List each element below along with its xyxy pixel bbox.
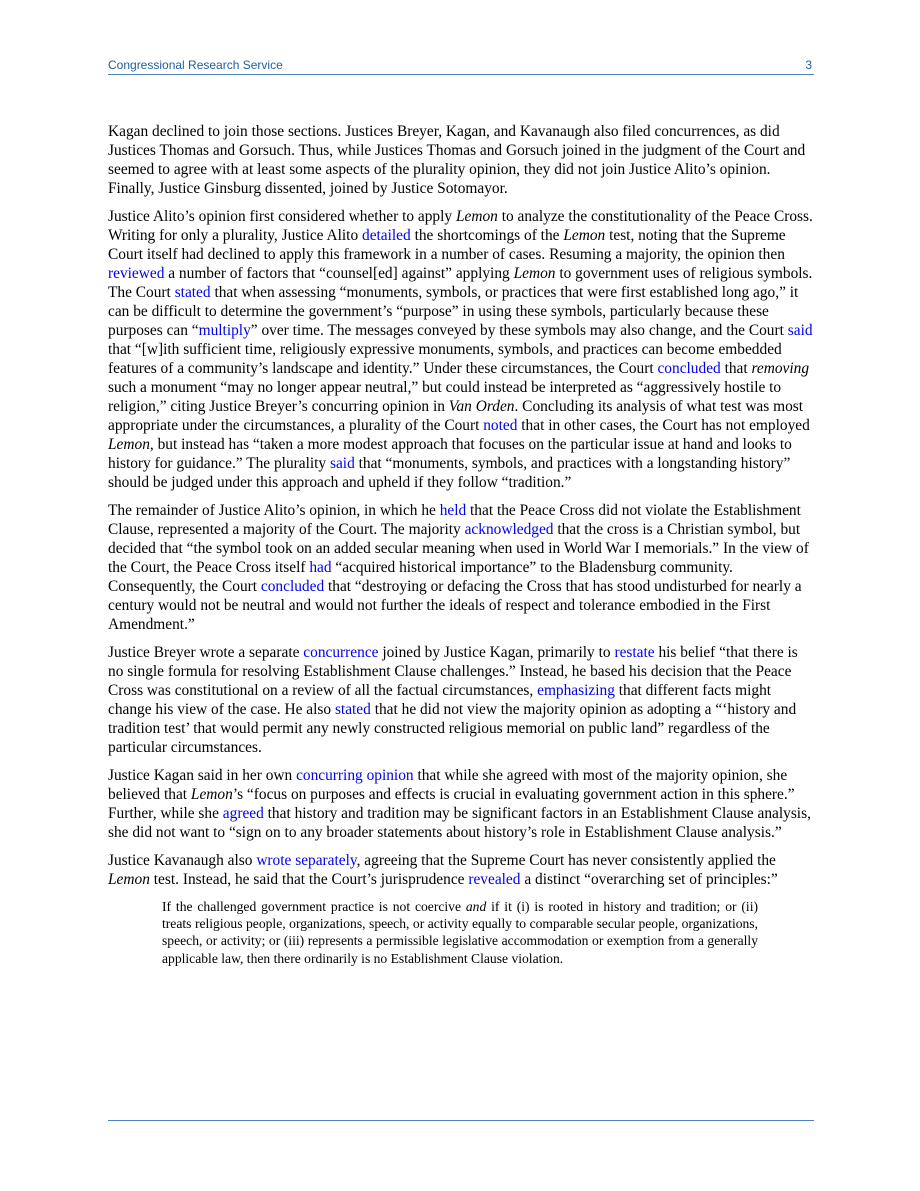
text: that “destroying or defacing the Cross that has stood undisturbed for nearly a century would not be neutral and would not further the ideals of respect and tolerance embodied in the First Amendment.” — [108, 578, 802, 633]
text: to analyze the constitutionality of the Peace Cross. Writing for only a plurality, Justice Alito — [108, 208, 813, 244]
link-restate[interactable]: restate — [614, 644, 655, 661]
text: that different facts might change his view of the case. He also — [108, 682, 772, 718]
text: his belief “that there is no single formula for resolving Establishment Clause challenges.” Instead, he based his decision that the Peace Cross was constitutional on a review of all the factual circumstances, — [108, 644, 798, 699]
link-detailed[interactable]: detailed — [362, 227, 411, 244]
text: a distinct “overarching set of principles:” — [520, 871, 778, 888]
header-page-number: 3 — [805, 58, 812, 72]
text: to government uses of religious symbols. The Court — [108, 265, 813, 301]
case-name: Lemon — [108, 871, 150, 888]
case-name: Lemon — [563, 227, 606, 244]
paragraph-6-kavanaugh — [108, 851, 814, 889]
text: . Concluding its analysis of what test was most appropriate under the circumstances, a plurality of the Court — [108, 398, 804, 434]
link-multiply[interactable]: multiply — [198, 322, 251, 339]
text: Justice Breyer wrote a separate — [108, 644, 304, 661]
link-concluded[interactable]: concluded — [657, 360, 721, 377]
text: that while she agreed with most of the majority opinion, she believed that — [108, 767, 788, 803]
paragraph-4-breyer — [108, 643, 814, 757]
text: that “monuments, symbols, and practices with a longstanding history” should be judged under this approach and upheld if they follow “tradition.” — [108, 455, 791, 491]
case-name: Lemon — [513, 265, 556, 282]
link-concurrence[interactable]: concurrence — [303, 644, 379, 661]
text: Justice Alito’s opinion first considered whether to apply — [108, 208, 456, 225]
text: Kagan declined to join those sections. Justices Breyer, Kagan, and Kavanaugh also filed concurrences, as did Justices Thomas and Gorsuch. Thus, while Justices Thomas and Gorsuch joined in the judgment of the Court and seemed to agree with at least some aspects of the plurality opinion, they did not join Justice Alito’s opinion. Finally, Justice Ginsburg dissented, joined by Justice Sotomayor. — [108, 123, 806, 197]
paragraph-3-majority — [108, 501, 814, 634]
text: that in other cases, the Court has not employed — [517, 417, 810, 434]
link-revealed[interactable]: revealed — [468, 871, 521, 888]
link-emphasizing[interactable]: emphasizing — [537, 682, 615, 699]
link-acknowledged[interactable]: acknowledged — [464, 521, 554, 538]
link-said-plurality[interactable]: said — [329, 455, 355, 472]
link-concluded-majority[interactable]: concluded — [260, 578, 325, 595]
text: , agreeing that the Supreme Court has never consistently applied the — [356, 852, 776, 869]
block-quote — [162, 898, 758, 967]
link-agreed[interactable]: agreed — [222, 805, 264, 822]
text: If the challenged government practice is not coercive — [162, 899, 466, 914]
text: Justice Kagan said in her own — [108, 767, 297, 784]
document-body — [108, 122, 814, 967]
text: that when assessing “monuments, symbols, or practices that were first established long ago,” it can be difficult to determine the government’s “purpose” in using these symbols, particularly because these purposes can “ — [108, 284, 799, 339]
page-header — [108, 58, 814, 75]
header-organization: Congressional Research Service — [108, 58, 283, 72]
text: The remainder of Justice Alito’s opinion, in which he — [108, 502, 440, 519]
paragraph-1 — [108, 122, 814, 198]
text: that the cross is a Christian symbol, but decided that “the symbol took on an added secular meaning when used in World War I memorials.” In the view of the Court, the Peace Cross itself — [108, 521, 809, 576]
link-said[interactable]: said — [787, 322, 813, 339]
text: a number of factors that “counsel[ed] against” applying — [164, 265, 514, 282]
link-had[interactable]: had — [309, 559, 332, 576]
text: that “[w]ith sufficient time, religiously expressive monuments, symbols, and practices can become embedded features of a community’s landscape and identity.” Under these circumstances, the Court — [108, 341, 782, 377]
link-stated[interactable]: stated — [174, 284, 211, 301]
emphasis: and — [465, 899, 487, 914]
text: test. Instead, he said that the Court’s jurisprudence — [149, 871, 469, 888]
case-name: Lemon — [455, 208, 498, 225]
text: if it (i) is rooted in history and tradition; or (ii) treats religious people, organizations, speech, or activity equally to comparable secular people, organizations, speech, or activity; or (iii) represents a permissible legislative accommodation or exemption from a generally applicable law, then there ordinarily is no Establishment Clause violation. — [162, 899, 758, 966]
link-concurring-opinion[interactable]: concurring opinion — [296, 767, 414, 784]
paragraph-5-kagan — [108, 766, 814, 842]
link-wrote-separately[interactable]: wrote separately — [256, 852, 357, 869]
text: Justice Kavanaugh also — [108, 852, 257, 869]
case-name: Lemon — [108, 436, 150, 453]
text: that he did not view the majority opinion as adopting a “‘history and tradition test’ that would permit any newly constructed religious memorial on public land” regardless of the particular circumstances. — [108, 701, 797, 756]
text: “acquired historical importance” to the Bladensburg community. Consequently, the Court — [108, 559, 733, 595]
link-reviewed[interactable]: reviewed — [108, 265, 165, 282]
text: the shortcomings of the — [410, 227, 564, 244]
footer-divider — [108, 1120, 814, 1121]
text: that history and tradition may be significant factors in an Establishment Clause analysis, she did not want to “sign on to any broader statements about history’s role in Establishment Clause analysis.” — [108, 805, 811, 841]
text: test, noting that the Supreme Court itself had declined to apply this framework in a number of cases. Resuming a majority, the opinion then — [108, 227, 786, 263]
text: , but instead has “taken a more modest approach that focuses on the particular issue at hand and looks to history for guidance.” The plurality — [108, 436, 792, 472]
text: ” over time. The messages conveyed by these symbols may also change, and the Court — [250, 322, 788, 339]
text: that the Peace Cross did not violate the Establishment Clause, represented a majority of the Court. The majority — [108, 502, 801, 538]
link-stated-breyer[interactable]: stated — [334, 701, 371, 718]
link-noted[interactable]: noted — [483, 417, 518, 434]
link-held[interactable]: held — [439, 502, 467, 519]
case-name: Lemon — [190, 786, 233, 803]
text: such a monument “may no longer appear neutral,” but could instead be interpreted as “aggressively hostile to religion,” citing Justice Breyer’s concurring opinion in — [108, 379, 782, 415]
emphasis: removing — [751, 360, 810, 377]
case-name: Van Orden — [448, 398, 515, 415]
text: joined by Justice Kagan, primarily to — [378, 644, 615, 661]
text: ’s “focus on purposes and effects is crucial in evaluating government action in this sphere.” Further, while she — [108, 786, 795, 822]
paragraph-2-alito-opinion — [108, 207, 814, 492]
text: that — [720, 360, 752, 377]
